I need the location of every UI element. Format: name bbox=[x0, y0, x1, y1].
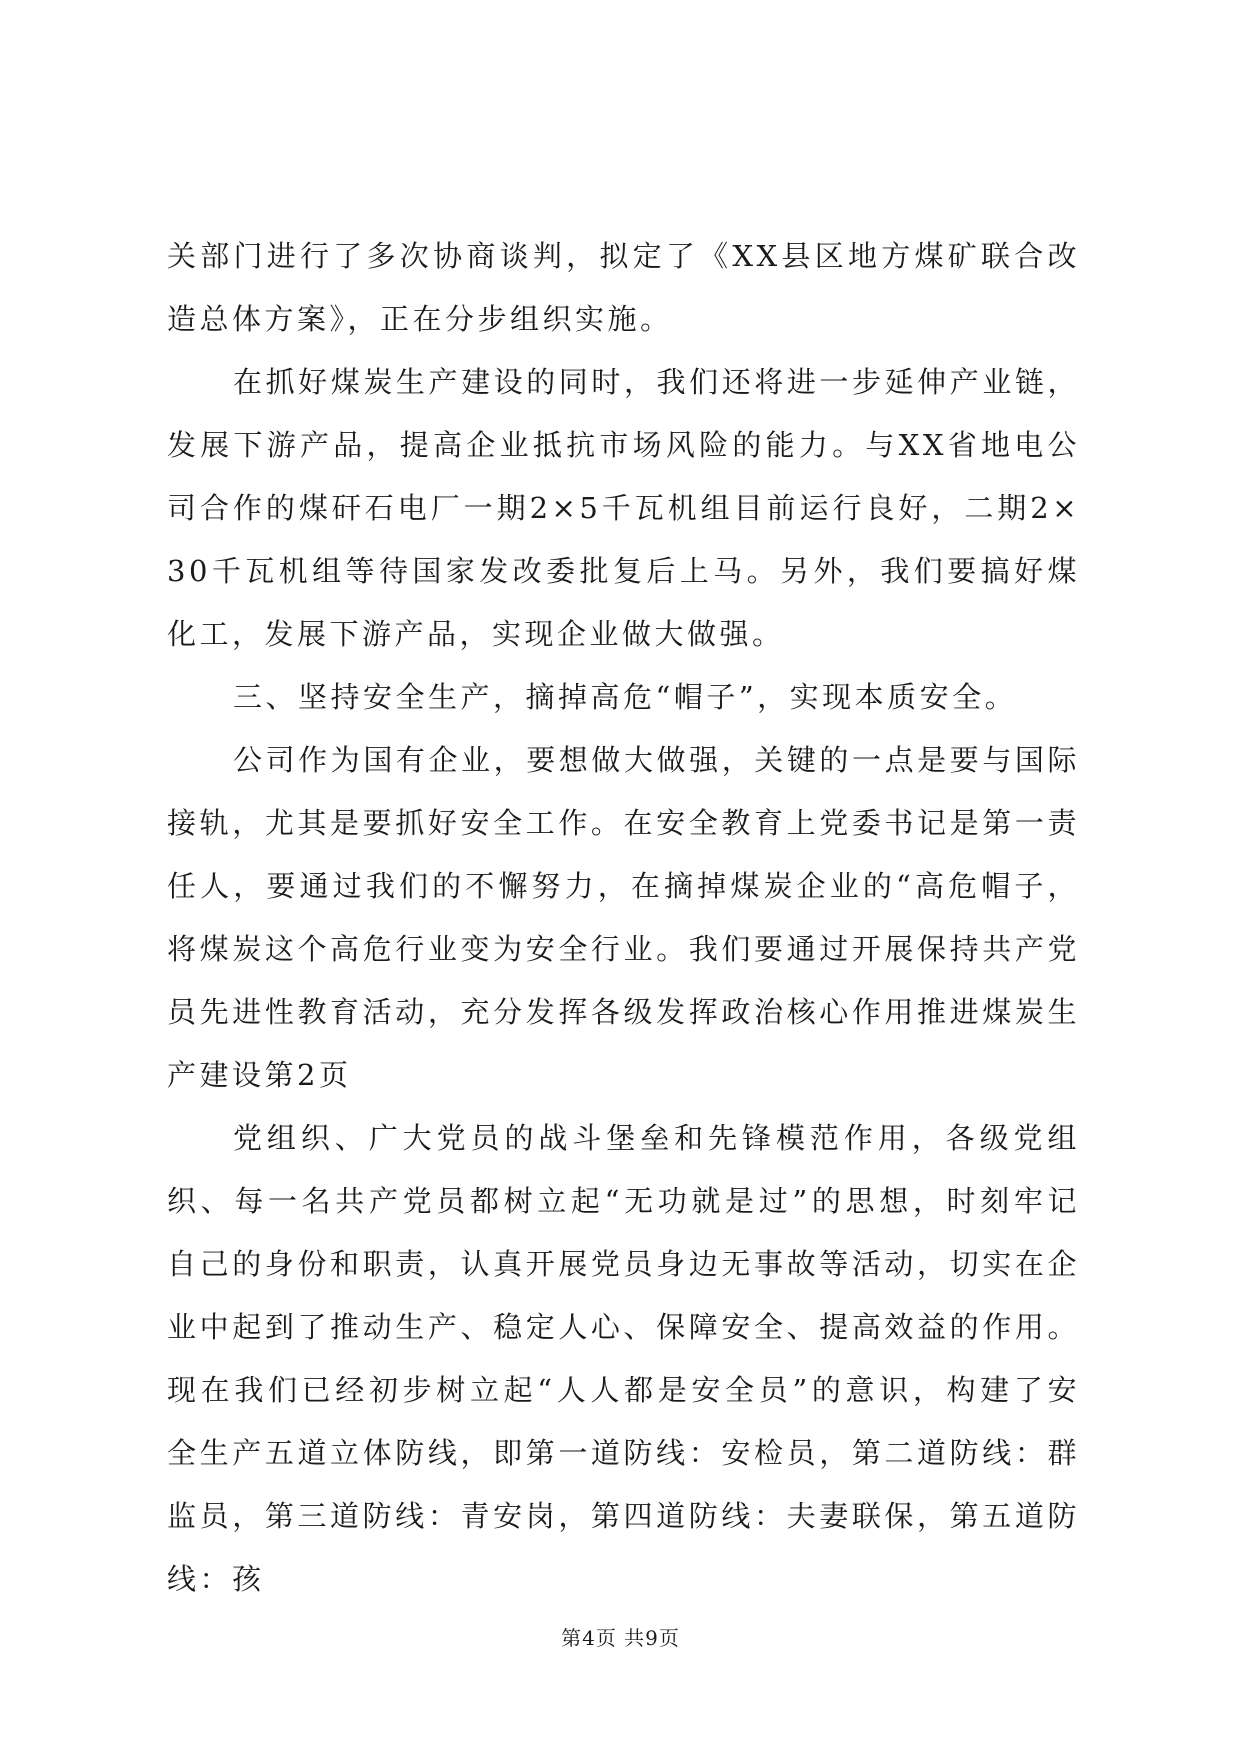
document-body bbox=[167, 225, 1080, 1611]
paragraph-3-heading: 三、坚持安全生产，摘掉高危“帽子”，实现本质安全。 bbox=[233, 680, 1018, 714]
paragraph-2: 在抓好煤炭生产建设的同时，我们还将进一步延伸产业链，发展下游产品，提高企业抵抗市场风险的能力。与XX省地电公司合作的煤矸石电厂一期2×5千瓦机组目前运行良好，二期2×30千瓦机组等待国家发改委批复后上马。另外，我们要搞好煤化工，发展下游产品，实现企业做大做强。 bbox=[167, 365, 1080, 651]
page-footer: 第4页 共9页 bbox=[561, 1626, 680, 1650]
paragraph-1: 关部门进行了多次协商谈判，拟定了《XX县区地方煤矿联合改造总体方案》，正在分步组织实施。 bbox=[167, 239, 1080, 336]
paragraph-4: 公司作为国有企业，要想做大做强，关键的一点是要与国际接轨，尤其是要抓好安全工作。在安全教育上党委书记是第一责任人，要通过我们的不懈努力，在摘掉煤炭企业的“高危帽子，将煤炭这个高危行业变为安全行业。我们要通过开展保持共产党员先进性教育活动，充分发挥各级发挥政治核心作用推进煤炭生产建设第2页 bbox=[167, 743, 1080, 1092]
paragraph-5: 党组织、广大党员的战斗堡垒和先锋模范作用，各级党组织、每一名共产党员都树立起“无功就是过”的思想，时刻牢记自己的身份和职责，认真开展党员身边无事故等活动，切实在企业中起到了推动生产、稳定人心、保障安全、提高效益的作用。现在我们已经初步树立起“人人都是安全员”的意识，构建了安全生产五道立体防线，即第一道防线：安检员，第二道防线：群监员，第三道防线：青安岗，第四道防线：夫妻联保，第五道防线：孩 bbox=[167, 1121, 1080, 1596]
